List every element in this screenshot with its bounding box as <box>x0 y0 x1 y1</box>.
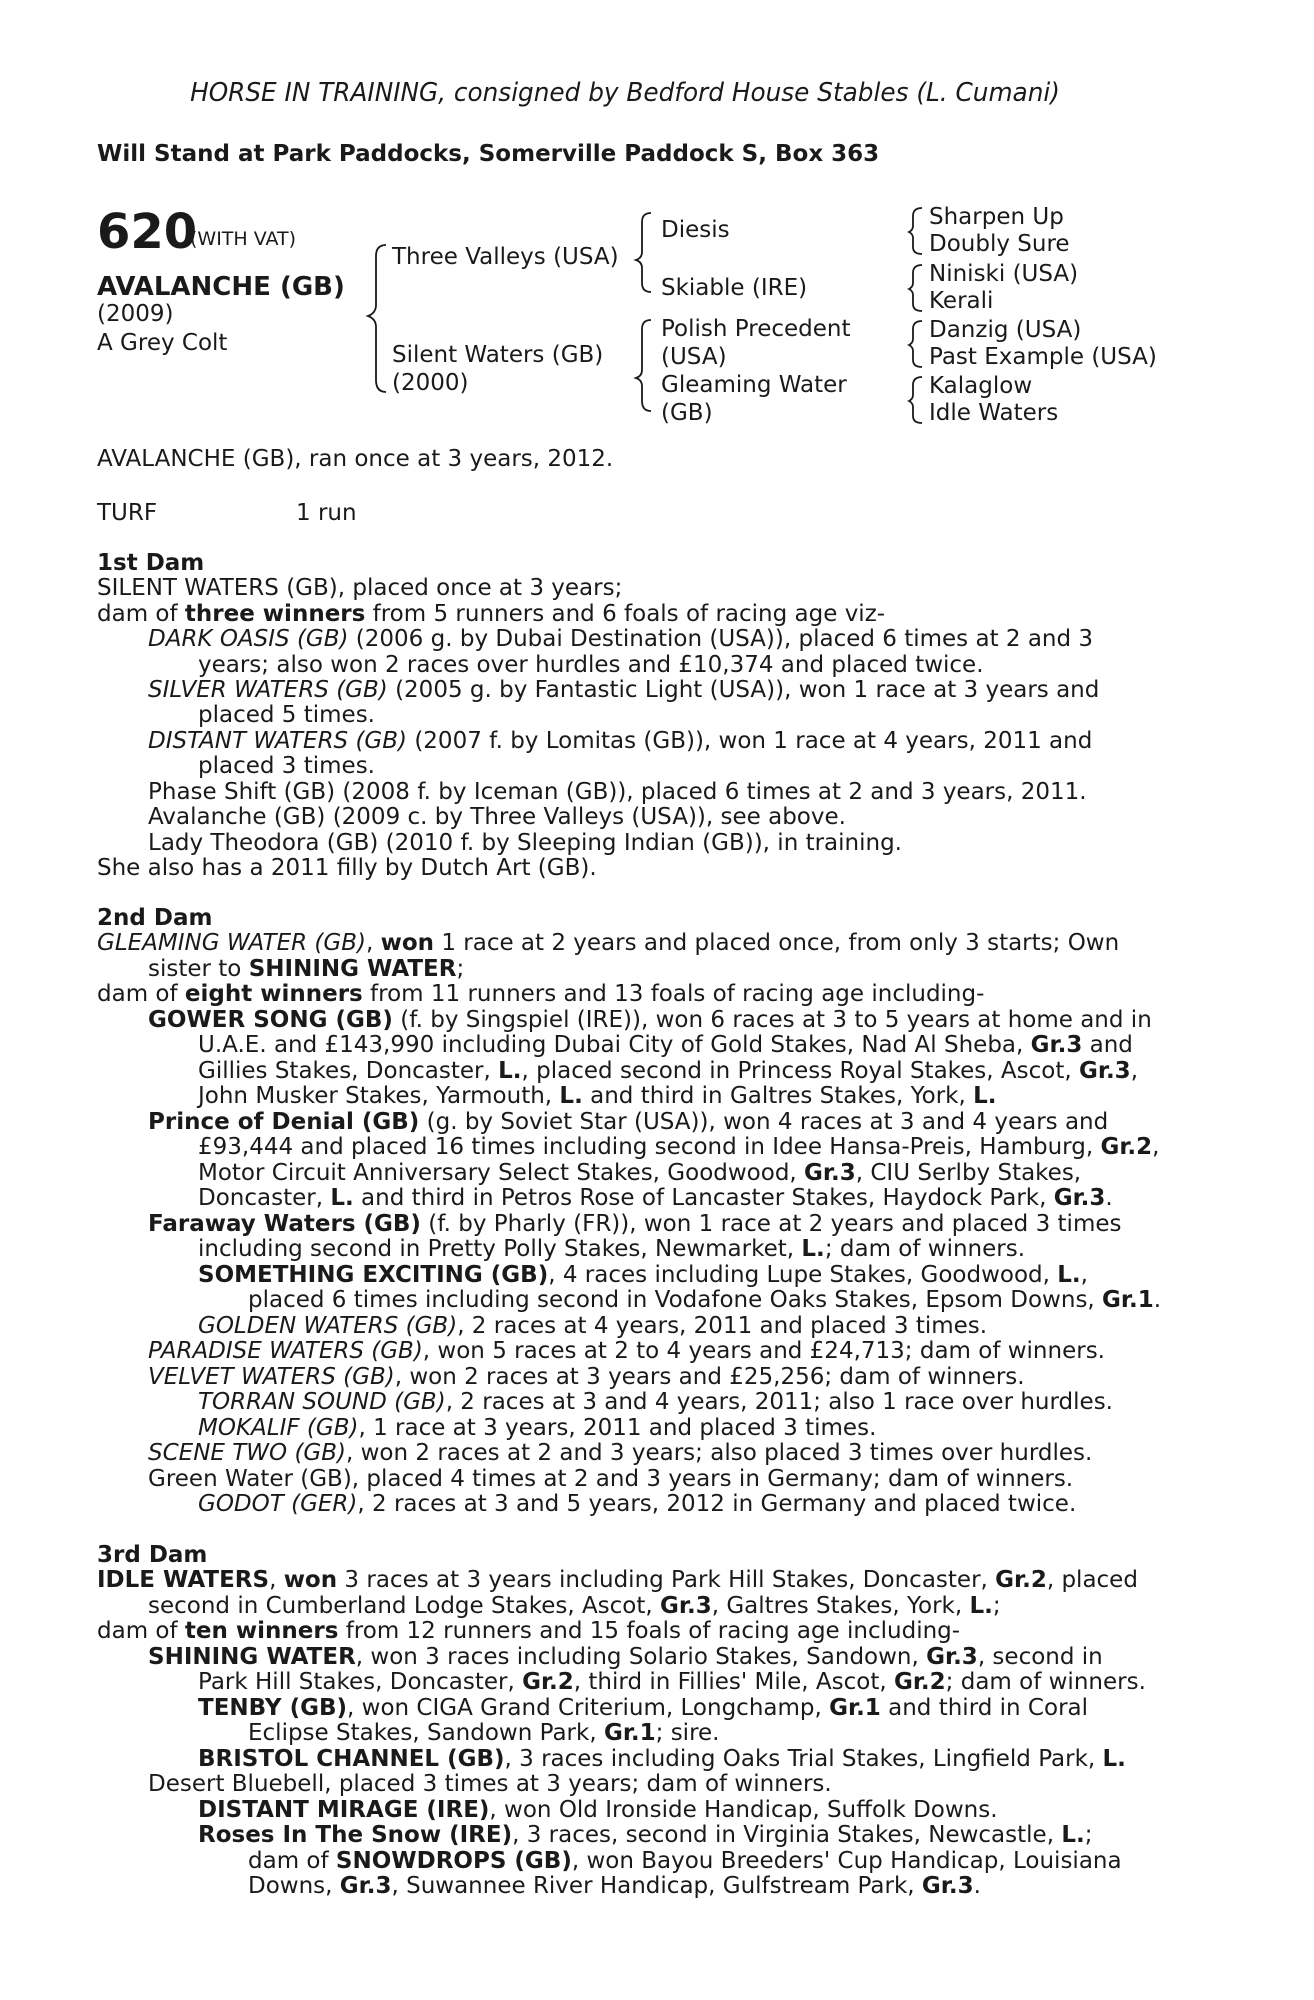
second-dam-line: Prince of Denial (GB) (g. by Soviet Star (USA)), won 4 races at 3 and 4 years and <box>148 1109 1109 1135</box>
pedigree-ggp-5: Danzig (USA) <box>929 317 1082 343</box>
second-dam-line: placed 6 times including second in Vodafone Oaks Stakes, Epsom Downs, Gr.1. <box>248 1287 1162 1313</box>
first-dam-heading: 1st Dam <box>97 550 205 576</box>
second-dam-line: Doncaster, L. and third in Petros Rose of Lancaster Stakes, Haydock Park, Gr.3. <box>198 1185 1113 1211</box>
pedigree-sire-sire: Diesis <box>661 217 730 243</box>
third-dam-line: Park Hill Stakes, Doncaster, Gr.2, third in Fillies' Mile, Ascot, Gr.2; dam of winners. <box>198 1669 1146 1695</box>
pedigree-dam-sire: Polish Precedent <box>661 316 851 342</box>
pedigree-dam-sire-country: (USA) <box>661 344 727 370</box>
second-dam-line: GOWER SONG (GB) (f. by Singspiel (IRE)), won 6 races at 3 to 5 years at home and in <box>148 1007 1152 1033</box>
pedigree-sire: Three Valleys (USA) <box>392 244 619 270</box>
turf-value: 1 run <box>296 500 357 526</box>
second-dam-line: SCENE TWO (GB), won 2 races at 2 and 3 years; also placed 3 times over hurdles. <box>148 1440 1093 1466</box>
second-dam-line: £93,444 and placed 16 times including second in Idee Hansa-Preis, Hamburg, Gr.2, <box>198 1134 1160 1160</box>
second-dam-line: GLEAMING WATER (GB), won 1 race at 2 years and placed once, from only 3 starts; Own <box>97 930 1120 956</box>
third-dam-line: dam of ten winners from 12 runners and 15 foals of racing age including- <box>97 1618 961 1644</box>
first-dam-line: years; also won 2 races over hurdles and £10,374 and placed twice. <box>198 652 984 678</box>
first-dam-line: She also has a 2011 filly by Dutch Art (GB). <box>97 855 597 881</box>
third-dam-line: Eclipse Stakes, Sandown Park, Gr.1; sire. <box>248 1720 720 1746</box>
second-dam-line: Motor Circuit Anniversary Select Stakes, Goodwood, Gr.3, CIU Serlby Stakes, <box>198 1160 1082 1186</box>
third-dam-heading: 3rd Dam <box>97 1542 208 1568</box>
pedigree-dam: Silent Waters (GB) <box>392 342 604 368</box>
third-dam-line: Roses In The Snow (IRE), 3 races, second in Virginia Stakes, Newcastle, L.; <box>198 1822 1093 1848</box>
first-dam-line: Lady Theodora (GB) (2010 f. by Sleeping Indian (GB)), in training. <box>148 830 902 856</box>
third-dam-line: Desert Bluebell, placed 3 times at 3 years; dam of winners. <box>148 1771 832 1797</box>
pedigree-dam-dam-country: (GB) <box>661 400 713 426</box>
third-dam-line: Downs, Gr.3, Suwannee River Handicap, Gulfstream Park, Gr.3. <box>248 1873 981 1899</box>
second-dam-line: SOMETHING EXCITING (GB), 4 races including Lupe Stakes, Goodwood, L., <box>198 1262 1088 1288</box>
third-dam-line: dam of SNOWDROPS (GB), won Bayou Breeders' Cup Handicap, Louisiana <box>248 1848 1122 1874</box>
second-dam-heading: 2nd Dam <box>97 905 213 931</box>
first-dam-line: dam of three winners from 5 runners and 6 foals of racing age viz- <box>97 601 886 627</box>
pedigree-ggp-8: Idle Waters <box>929 400 1059 426</box>
first-dam-line: placed 3 times. <box>198 753 375 779</box>
first-dam-line: DARK OASIS (GB) (2006 g. by Dubai Destination (USA)), placed 6 times at 2 and 3 <box>148 626 1094 652</box>
pedigree-dam-year: (2000) <box>392 370 469 396</box>
second-dam-line: MOKALIF (GB), 1 race at 3 years, 2011 and placed 3 times. <box>198 1415 877 1441</box>
turf-label: TURF <box>97 500 158 526</box>
second-dam-line: John Musker Stakes, Yarmouth, L. and third in Galtres Stakes, York, L. <box>198 1083 997 1109</box>
lot-number: 620 <box>97 204 198 260</box>
second-dam-line: Faraway Waters (GB) (f. by Pharly (FR)), won 1 race at 2 years and placed 3 times <box>148 1211 1122 1237</box>
first-dam-line: SILENT WATERS (GB), placed once at 3 years; <box>97 575 623 601</box>
horse-year: (2009) <box>97 301 174 327</box>
first-dam-line: placed 5 times. <box>198 702 375 728</box>
second-dam-line: GODOT (GER), 2 races at 3 and 5 years, 2012 in Germany and placed twice. <box>198 1491 1077 1517</box>
page-title: HORSE IN TRAINING, consigned by Bedford House Stables (L. Cumani) <box>190 78 1060 108</box>
second-dam-line: Gillies Stakes, Doncaster, L., placed second in Princess Royal Stakes, Ascot, Gr.3, <box>198 1058 1138 1084</box>
second-dam-line: PARADISE WATERS (GB), won 5 races at 2 to 4 years and £24,713; dam of winners. <box>148 1338 1105 1364</box>
second-dam-line: Green Water (GB), placed 4 times at 2 and 3 years in Germany; dam of winners. <box>148 1466 1074 1492</box>
pedigree-ggp-4: Kerali <box>929 288 994 314</box>
pedigree-dam-dam: Gleaming Water <box>661 372 847 398</box>
second-dam-line: VELVET WATERS (GB), won 2 races at 3 years and £25,256; dam of winners. <box>148 1364 1025 1390</box>
third-dam-line: SHINING WATER, won 3 races including Solario Stakes, Sandown, Gr.3, second in <box>148 1644 1103 1670</box>
third-dam-line: BRISTOL CHANNEL (GB), 3 races including Oaks Trial Stakes, Lingfield Park, L. <box>198 1746 1126 1772</box>
second-dam-line: U.A.E. and £143,990 including Dubai City of Gold Stakes, Nad Al Sheba, Gr.3 and <box>198 1032 1133 1058</box>
pedigree-ggp-2: Doubly Sure <box>929 231 1070 257</box>
first-dam-line: Avalanche (GB) (2009 c. by Three Valleys (USA)), see above. <box>148 804 846 830</box>
third-dam-line: TENBY (GB), won CIGA Grand Criterium, Longchamp, Gr.1 and third in Coral <box>198 1695 1089 1721</box>
race-record-summary: AVALANCHE (GB), ran once at 3 years, 2012. <box>97 446 614 472</box>
stand-location: Will Stand at Park Paddocks, Somerville Paddock S, Box 363 <box>97 141 880 167</box>
second-dam-line: sister to SHINING WATER; <box>148 956 465 982</box>
horse-name: AVALANCHE (GB) <box>97 272 345 302</box>
lot-vat-note: (WITH VAT) <box>190 228 297 250</box>
third-dam-line: IDLE WATERS, won 3 races at 3 years including Park Hill Stakes, Doncaster, Gr.2, placed <box>97 1567 1138 1593</box>
first-dam-line: SILVER WATERS (GB) (2005 g. by Fantastic Light (USA)), won 1 race at 3 years and <box>148 677 1100 703</box>
first-dam-line: DISTANT WATERS (GB) (2007 f. by Lomitas (GB)), won 1 race at 4 years, 2011 and <box>148 728 1093 754</box>
pedigree-sire-dam: Skiable (IRE) <box>661 275 808 301</box>
pedigree-brackets <box>0 0 1314 440</box>
pedigree-ggp-3: Niniski (USA) <box>929 261 1079 287</box>
pedigree-ggp-7: Kalaglow <box>929 373 1033 399</box>
third-dam-line: second in Cumberland Lodge Stakes, Ascot, Gr.3, Galtres Stakes, York, L.; <box>148 1593 1001 1619</box>
second-dam-line: TORRAN SOUND (GB), 2 races at 3 and 4 years, 2011; also 1 race over hurdles. <box>198 1389 1113 1415</box>
first-dam-line: Phase Shift (GB) (2008 f. by Iceman (GB)), placed 6 times at 2 and 3 years, 2011. <box>148 779 1087 805</box>
third-dam-line: DISTANT MIRAGE (IRE), won Old Ironside Handicap, Suffolk Downs. <box>198 1797 998 1823</box>
pedigree-ggp-1: Sharpen Up <box>929 204 1064 230</box>
second-dam-line: dam of eight winners from 11 runners and 13 foals of racing age including- <box>97 981 985 1007</box>
horse-description: A Grey Colt <box>97 330 228 356</box>
second-dam-line: GOLDEN WATERS (GB), 2 races at 4 years, 2011 and placed 3 times. <box>198 1313 988 1339</box>
second-dam-line: including second in Pretty Polly Stakes, Newmarket, L.; dam of winners. <box>198 1236 1026 1262</box>
pedigree-ggp-6: Past Example (USA) <box>929 344 1157 370</box>
